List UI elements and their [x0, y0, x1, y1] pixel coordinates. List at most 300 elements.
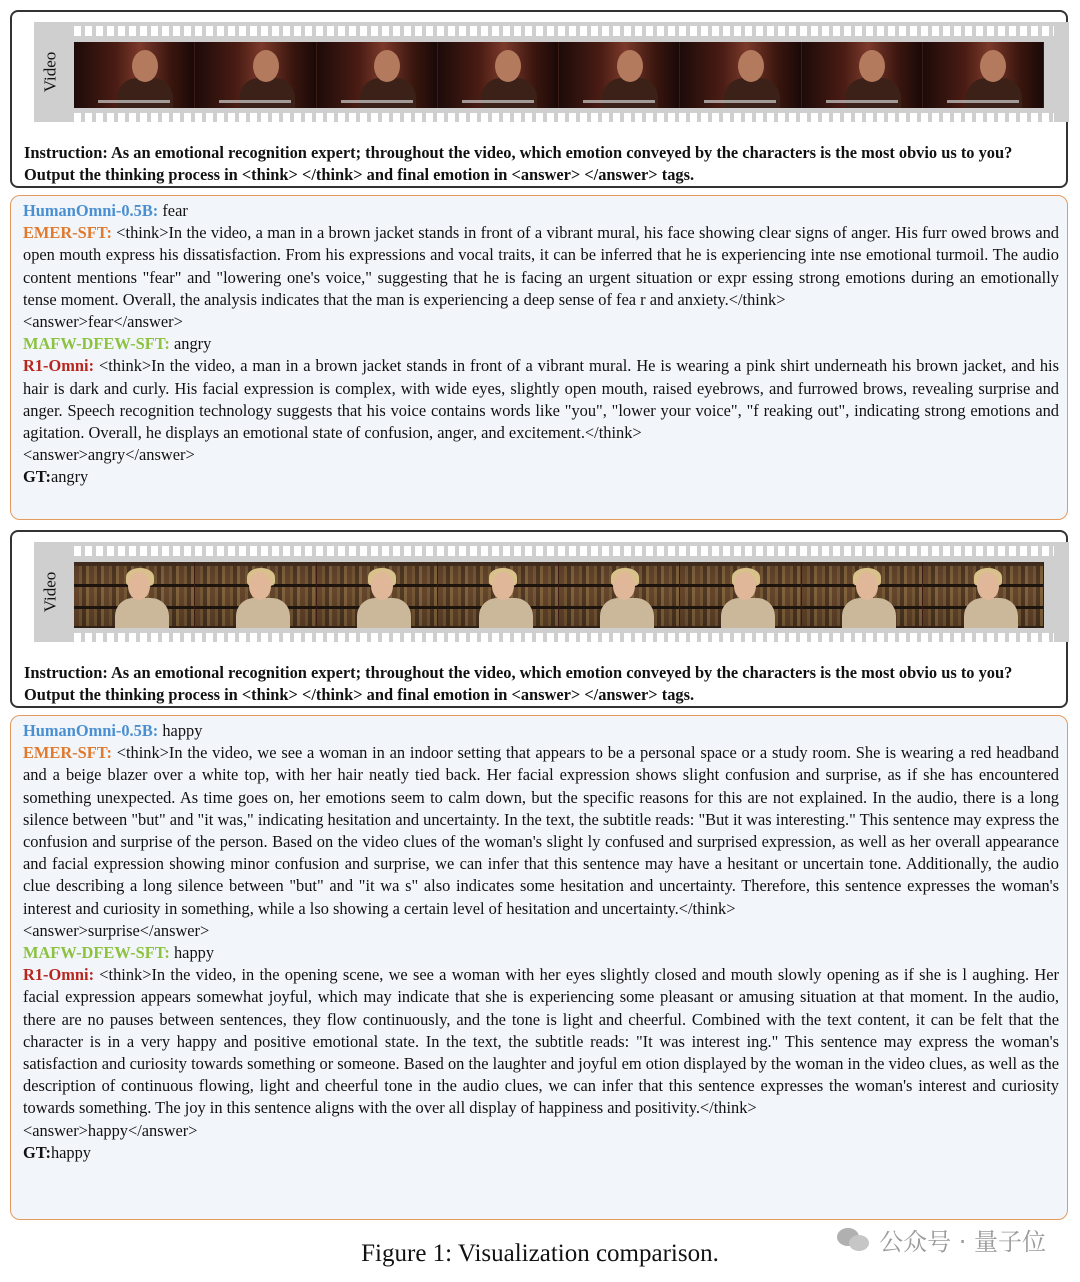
- mafw-answer: happy: [169, 943, 215, 963]
- sprocket-hole: [85, 546, 92, 556]
- sprocket-hole: [1053, 26, 1054, 36]
- mafw-label: MAFW-DFEW-SFT:: [23, 334, 170, 354]
- sprocket-hole: [712, 26, 719, 36]
- sprocket-hole: [525, 633, 532, 643]
- sprocket-hole: [173, 633, 180, 643]
- sprocket-hole: [635, 26, 642, 36]
- sprocket-hole: [811, 113, 818, 123]
- sprocket-hole: [426, 113, 433, 123]
- sprocket-hole: [569, 113, 576, 123]
- sprocket-hole: [932, 546, 939, 556]
- sprocket-hole: [657, 633, 664, 643]
- sprocket-hole: [547, 26, 554, 36]
- sprocket-hole: [151, 26, 158, 36]
- sprocket-hole: [646, 113, 653, 123]
- sprocket-hole: [349, 633, 356, 643]
- sprocket-hole: [635, 113, 642, 123]
- sprocket-hole: [525, 546, 532, 556]
- sprocket-hole: [173, 26, 180, 36]
- wechat-icon: [837, 1226, 871, 1254]
- sprocket-hole: [921, 633, 928, 643]
- sprocket-hole: [734, 546, 741, 556]
- figure-caption: Figure 1: Visualization comparison.: [361, 1240, 719, 1267]
- sprocket-hole: [536, 546, 543, 556]
- video-frame: [74, 42, 195, 108]
- sprocket-hole: [844, 633, 851, 643]
- sprocket-hole: [1031, 113, 1038, 123]
- sprocket-hole: [580, 113, 587, 123]
- sprocket-hole: [1042, 113, 1049, 123]
- humanomni-label: HumanOmni-0.5B:: [23, 721, 159, 740]
- sprocket-hole: [1031, 633, 1038, 643]
- sprocket-hole: [492, 633, 499, 643]
- sprocket-hole: [371, 113, 378, 123]
- sprocket-hole: [1053, 546, 1054, 556]
- sprocket-hole: [833, 633, 840, 643]
- sprocket-hole: [866, 633, 873, 643]
- sprocket-hole: [624, 113, 631, 123]
- sprocket-hole: [536, 633, 543, 643]
- sprocket-hole: [789, 546, 796, 556]
- sprocket-hole: [1020, 546, 1027, 556]
- sprocket-hole: [547, 546, 554, 556]
- video-label: Video: [40, 51, 59, 93]
- sprocket-hole: [503, 26, 510, 36]
- sprocket-hole: [514, 633, 521, 643]
- sprocket-hole: [437, 633, 444, 643]
- sprocket-hole: [448, 633, 455, 643]
- sprocket-hole: [591, 633, 598, 643]
- sprocket-hole: [459, 633, 466, 643]
- sprocket-hole: [250, 26, 257, 36]
- sprocket-hole: [1053, 113, 1054, 123]
- sprocket-hole: [723, 113, 730, 123]
- sprocket-hole: [415, 113, 422, 123]
- sprocket-hole: [943, 26, 950, 36]
- r1-row: [23, 355, 1059, 444]
- sprocket-hole: [481, 26, 488, 36]
- sprocket-hole: [712, 113, 719, 123]
- sprocket-hole: [1020, 26, 1027, 36]
- sprocket-hole: [569, 546, 576, 556]
- emer-text: <think>In the video, a man in a brown jacket stands in front of a vibrant mural, his face showing clear signs of anger. His furr owed brows and open mouth express his dissatisfaction. From his expressions and vocal traits, it can be inferred that he is experiencing inte nse emotional turmoil. The audio content mentions "fear" and "lowering one's voice," suggesting that he is facing an urgent situation or expr essing strong emotions during an emotionally tense moment. Overall, the analysis indicates that the man is experiencing a deep sense of fea r and anxiety.</think>: [23, 223, 1059, 309]
- sprocket-hole: [481, 633, 488, 643]
- gt-value: happy: [50, 1142, 91, 1162]
- sprocket-hole: [613, 26, 620, 36]
- video-frame: [195, 562, 316, 628]
- video-label: Video: [40, 571, 59, 613]
- sprocket-hole: [206, 633, 213, 643]
- gt-label: GT:: [23, 467, 51, 487]
- video-frame: [802, 42, 923, 108]
- sprocket-hole: [382, 633, 389, 643]
- video-frames: [74, 42, 1044, 108]
- sprocket-hole: [470, 113, 477, 123]
- sprocket-hole: [250, 546, 257, 556]
- sprocket-hole: [943, 546, 950, 556]
- sprocket-hole: [602, 26, 609, 36]
- sprocket-hole: [591, 546, 598, 556]
- sprocket-hole: [580, 546, 587, 556]
- sprocket-hole: [415, 546, 422, 556]
- sprocket-hole: [800, 113, 807, 123]
- sprocket-hole: [866, 113, 873, 123]
- sprocket-hole: [657, 546, 664, 556]
- sprocket-hole: [976, 113, 983, 123]
- sprocket-hole: [217, 113, 224, 123]
- sprocket-hole: [558, 546, 565, 556]
- r1-answer: <answer>happy</answer>: [23, 1120, 198, 1140]
- sprocket-hole: [305, 546, 312, 556]
- sprocket-hole: [371, 546, 378, 556]
- sprocket-hole: [426, 546, 433, 556]
- sprocket-hole: [888, 546, 895, 556]
- emer-answer: <answer>surprise</answer>: [23, 920, 210, 940]
- sprocket-hole: [327, 26, 334, 36]
- sprocket-hole: [921, 546, 928, 556]
- sprocket-hole: [987, 546, 994, 556]
- sprocket-hole: [657, 113, 664, 123]
- video-frame: [195, 42, 316, 108]
- sprocket-hole: [514, 26, 521, 36]
- sprocket-hole: [393, 546, 400, 556]
- sprocket-hole: [437, 113, 444, 123]
- sprocket-hole: [349, 546, 356, 556]
- sprocket-hole: [855, 633, 862, 643]
- sprocket-hole: [173, 113, 180, 123]
- sprocket-hole: [723, 633, 730, 643]
- mafw-row: [23, 942, 1059, 964]
- sprocket-hole: [129, 546, 136, 556]
- emer-row: [23, 222, 1059, 311]
- sprocket-hole: [393, 26, 400, 36]
- instruction-text: Instruction: As an emotional recognition expert; throughout the video, which emotion conveyed by the characters is the most obvio us to you? Output the thinking process in <think> </think> and final emotion in <answer> </answer> tags.: [24, 663, 1013, 704]
- sprocket-hole: [877, 113, 884, 123]
- sprocket-hole: [767, 26, 774, 36]
- sprocket-hole: [910, 546, 917, 556]
- sprocket-hole: [811, 26, 818, 36]
- sprocket-hole: [998, 546, 1005, 556]
- sprocket-hole: [624, 546, 631, 556]
- sprocket-hole: [899, 546, 906, 556]
- sprocket-hole: [789, 633, 796, 643]
- instruction-text: Instruction: As an emotional recognition expert; throughout the video, which emotion conveyed by the characters is the most obvio us to you? Output the thinking process in <think> </think> and final emotion in <answer> </answer> tags.: [24, 143, 1013, 184]
- sprocket-hole: [723, 546, 730, 556]
- sprocket-hole: [250, 113, 257, 123]
- emer-label: EMER-SFT:: [23, 743, 112, 763]
- sprocket-hole: [272, 633, 279, 643]
- sprocket-hole: [118, 546, 125, 556]
- watermark-text: 公众号 · 量子位: [879, 1228, 1046, 1256]
- sprocket-hole: [459, 546, 466, 556]
- sprocket-hole: [492, 113, 499, 123]
- sprocket-hole: [756, 26, 763, 36]
- sprocket-hole: [701, 546, 708, 556]
- sprocket-hole: [866, 26, 873, 36]
- sprocket-hole: [503, 113, 510, 123]
- mafw-row: [23, 333, 1059, 355]
- sprocket-hole: [932, 633, 939, 643]
- sprocket-hole: [558, 113, 565, 123]
- sprocket-hole: [745, 633, 752, 643]
- sprocket-hole: [811, 633, 818, 643]
- sprocket-hole: [404, 546, 411, 556]
- sprocket-hole: [580, 633, 587, 643]
- sprocket-hole: [525, 113, 532, 123]
- sprocket-hole: [745, 546, 752, 556]
- sprocket-hole: [85, 633, 92, 643]
- sprocket-hole: [932, 26, 939, 36]
- sprocket-hole: [129, 633, 136, 643]
- sprocket-hole: [294, 26, 301, 36]
- sprocket-hole: [283, 633, 290, 643]
- sprocket-hole: [140, 633, 147, 643]
- sprocket-hole: [261, 633, 268, 643]
- sprocket-hole: [261, 26, 268, 36]
- video-frame: [74, 562, 195, 628]
- gt-value: angry: [50, 467, 89, 487]
- sprocket-hole: [800, 546, 807, 556]
- sprocket-hole: [338, 26, 345, 36]
- sprocket-hole: [382, 26, 389, 36]
- sprocket-hole: [690, 633, 697, 643]
- sprocket-hole: [976, 546, 983, 556]
- sprocket-hole: [140, 26, 147, 36]
- sprocket-hole: [800, 633, 807, 643]
- sprocket-hole: [217, 26, 224, 36]
- r1-row: [23, 964, 1059, 1119]
- sprocket-hole: [976, 633, 983, 643]
- sprocket-hole: [1020, 633, 1027, 643]
- sprocket-hole: [426, 26, 433, 36]
- sprocket-hole: [844, 113, 851, 123]
- sprocket-hole: [910, 633, 917, 643]
- sprocket-hole: [998, 26, 1005, 36]
- sprocket-hole: [613, 113, 620, 123]
- sprocket-hole: [74, 633, 81, 643]
- sprocket-hole: [316, 113, 323, 123]
- sprocket-hole: [1009, 546, 1016, 556]
- sprocket-hole: [833, 26, 840, 36]
- sprocket-hole: [327, 633, 334, 643]
- sprocket-hole: [932, 113, 939, 123]
- sprocket-hole: [294, 113, 301, 123]
- sprocket-hole: [701, 26, 708, 36]
- sprocket-hole: [778, 26, 785, 36]
- sprocket-hole: [1042, 26, 1049, 36]
- sprocket-hole: [162, 546, 169, 556]
- sprocket-hole: [712, 633, 719, 643]
- sprocket-hole: [734, 26, 741, 36]
- sprocket-hole: [888, 633, 895, 643]
- sprocket-hole: [954, 546, 961, 556]
- sprocket-hole: [217, 633, 224, 643]
- sprocket-hole: [316, 26, 323, 36]
- sprocket-hole: [822, 113, 829, 123]
- sprocket-hole: [888, 113, 895, 123]
- sprocket-hole: [294, 546, 301, 556]
- watermark: [837, 1222, 1046, 1257]
- video-frame: [923, 562, 1044, 628]
- sprocket-hole: [1042, 546, 1049, 556]
- sprocket-hole: [195, 26, 202, 36]
- sprocket-hole: [910, 26, 917, 36]
- sprocket-hole: [173, 546, 180, 556]
- sprocket-hole: [261, 113, 268, 123]
- sprocket-hole: [1031, 26, 1038, 36]
- mafw-answer: angry: [169, 334, 212, 354]
- sprocket-hole: [503, 633, 510, 643]
- sprocket-hole: [338, 546, 345, 556]
- sprocket-hole: [657, 26, 664, 36]
- sprocket-hole: [327, 546, 334, 556]
- sprocket-hole: [107, 633, 114, 643]
- sprocket-hole: [690, 546, 697, 556]
- sprocket-hole: [602, 546, 609, 556]
- sprocket-hole: [888, 26, 895, 36]
- sprocket-hole: [470, 26, 477, 36]
- sprocket-hole: [569, 26, 576, 36]
- sprocket-hole: [239, 546, 246, 556]
- sprocket-hole: [393, 113, 400, 123]
- example-1-panel: [10, 10, 1068, 188]
- sprocket-hole: [877, 26, 884, 36]
- video-filmstrip: [34, 22, 1069, 122]
- emer-answer: <answer>fear</answer>: [23, 312, 183, 332]
- sprocket-hole: [987, 26, 994, 36]
- sprocket-hole: [756, 546, 763, 556]
- sprocket-hole: [745, 26, 752, 36]
- sprocket-hole: [85, 113, 92, 123]
- sprocket-hole: [679, 26, 686, 36]
- sprocket-hole: [833, 546, 840, 556]
- sprocket-hole: [96, 26, 103, 36]
- sprocket-hole: [1020, 113, 1027, 123]
- sprocket-hole: [151, 113, 158, 123]
- sprocket-row-bottom: [74, 113, 1054, 123]
- r1-label: R1-Omni:: [23, 356, 95, 376]
- sprocket-hole: [96, 113, 103, 123]
- sprocket-hole: [470, 633, 477, 643]
- sprocket-hole: [1031, 546, 1038, 556]
- sprocket-hole: [756, 113, 763, 123]
- sprocket-hole: [844, 26, 851, 36]
- sprocket-hole: [360, 633, 367, 643]
- video-frame: [680, 42, 801, 108]
- sprocket-hole: [272, 26, 279, 36]
- sprocket-hole: [151, 633, 158, 643]
- sprocket-hole: [360, 113, 367, 123]
- video-frame: [438, 42, 559, 108]
- sprocket-hole: [316, 633, 323, 643]
- sprocket-hole: [987, 633, 994, 643]
- sprocket-hole: [448, 26, 455, 36]
- sprocket-hole: [679, 633, 686, 643]
- video-frames: [74, 562, 1044, 628]
- sprocket-hole: [283, 546, 290, 556]
- sprocket-hole: [195, 113, 202, 123]
- sprocket-hole: [899, 113, 906, 123]
- sprocket-hole: [503, 546, 510, 556]
- sprocket-hole: [140, 113, 147, 123]
- sprocket-hole: [800, 26, 807, 36]
- video-frame: [317, 562, 438, 628]
- sprocket-hole: [745, 113, 752, 123]
- sprocket-hole: [844, 546, 851, 556]
- video-frame: [680, 562, 801, 628]
- video-frame: [923, 42, 1044, 108]
- sprocket-hole: [129, 26, 136, 36]
- video-frame: [438, 562, 559, 628]
- video-frame: [559, 562, 680, 628]
- sprocket-hole: [558, 633, 565, 643]
- sprocket-hole: [679, 546, 686, 556]
- sprocket-hole: [767, 546, 774, 556]
- sprocket-hole: [921, 113, 928, 123]
- r1-text: <think>In the video, a man in a brown jacket stands in front of a vibrant mural. He is wearing a pink shirt underneath his brown jacket, and his hair is dark and curly. His facial expression is complex, with wide eyes, slightly open mouth, raised eyebrows, and furrowed brows, revealing surprise and anger. Speech recognition technology suggests that his voice contains words like "you", "lower your voice", "f reaking out", indicating strong emotions and agitation. Overall, he displays an emotional state of confusion, anger, and excitement.</think>: [23, 356, 1059, 443]
- sprocket-hole: [602, 113, 609, 123]
- sprocket-hole: [987, 113, 994, 123]
- sprocket-hole: [778, 546, 785, 556]
- sprocket-hole: [910, 113, 917, 123]
- sprocket-hole: [184, 26, 191, 36]
- sprocket-hole: [569, 633, 576, 643]
- gt-row: [23, 466, 1059, 488]
- sprocket-hole: [833, 113, 840, 123]
- r1-text: <think>In the video, in the opening scene, we see a woman with her eyes slightly closed and mouth slowly opening as if she is l aughing. Her facial expression appears somewhat joyful, which may indicate that she is experiencing some pleasant or amusing situation at that moment. In the audio, there are no pauses between sentences, they flow continuously, and the tone is light and cheerful. Combined with the text content, it can be felt that the character is in a very happy and positive emotional state. In the text, the subtitle reads: "It was interest ing." This sentence may express the woman's satisfaction and curiosity towards something or someone. Based on the laughter and joyful em otion displayed by the woman in the video clues, as well as the description of continuous flowing, light and cheerful tone in the audio clues, we can infer that this sentence expresses the woman's interest and curiosity towards something. The joy in this sentence aligns with the over all display of happiness and positivity.</think>: [23, 965, 1059, 1118]
- sprocket-hole: [294, 633, 301, 643]
- mafw-label: MAFW-DFEW-SFT:: [23, 943, 170, 963]
- sprocket-hole: [349, 113, 356, 123]
- sprocket-hole: [74, 113, 81, 123]
- sprocket-hole: [954, 113, 961, 123]
- video-frame: [317, 42, 438, 108]
- sprocket-hole: [327, 113, 334, 123]
- sprocket-hole: [822, 546, 829, 556]
- humanomni-label: HumanOmni-0.5B:: [23, 201, 159, 220]
- sprocket-hole: [283, 113, 290, 123]
- example-2-answers: [10, 715, 1068, 1220]
- sprocket-hole: [118, 26, 125, 36]
- sprocket-hole: [591, 26, 598, 36]
- sprocket-hole: [228, 26, 235, 36]
- sprocket-hole: [646, 26, 653, 36]
- sprocket-hole: [404, 26, 411, 36]
- sprocket-hole: [96, 546, 103, 556]
- example-2-panel: [10, 530, 1068, 708]
- sprocket-hole: [74, 26, 81, 36]
- sprocket-hole: [371, 26, 378, 36]
- sprocket-hole: [74, 546, 81, 556]
- sprocket-hole: [162, 633, 169, 643]
- sprocket-hole: [624, 633, 631, 643]
- sprocket-hole: [162, 113, 169, 123]
- sprocket-hole: [965, 113, 972, 123]
- sprocket-hole: [239, 26, 246, 36]
- video-frame: [802, 562, 923, 628]
- sprocket-hole: [1042, 633, 1049, 643]
- sprocket-hole: [668, 26, 675, 36]
- sprocket-hole: [635, 633, 642, 643]
- sprocket-hole: [976, 26, 983, 36]
- sprocket-hole: [514, 113, 521, 123]
- sprocket-hole: [525, 26, 532, 36]
- sprocket-hole: [701, 633, 708, 643]
- sprocket-hole: [734, 113, 741, 123]
- sprocket-row-top: [74, 26, 1054, 36]
- sprocket-hole: [624, 26, 631, 36]
- sprocket-hole: [646, 633, 653, 643]
